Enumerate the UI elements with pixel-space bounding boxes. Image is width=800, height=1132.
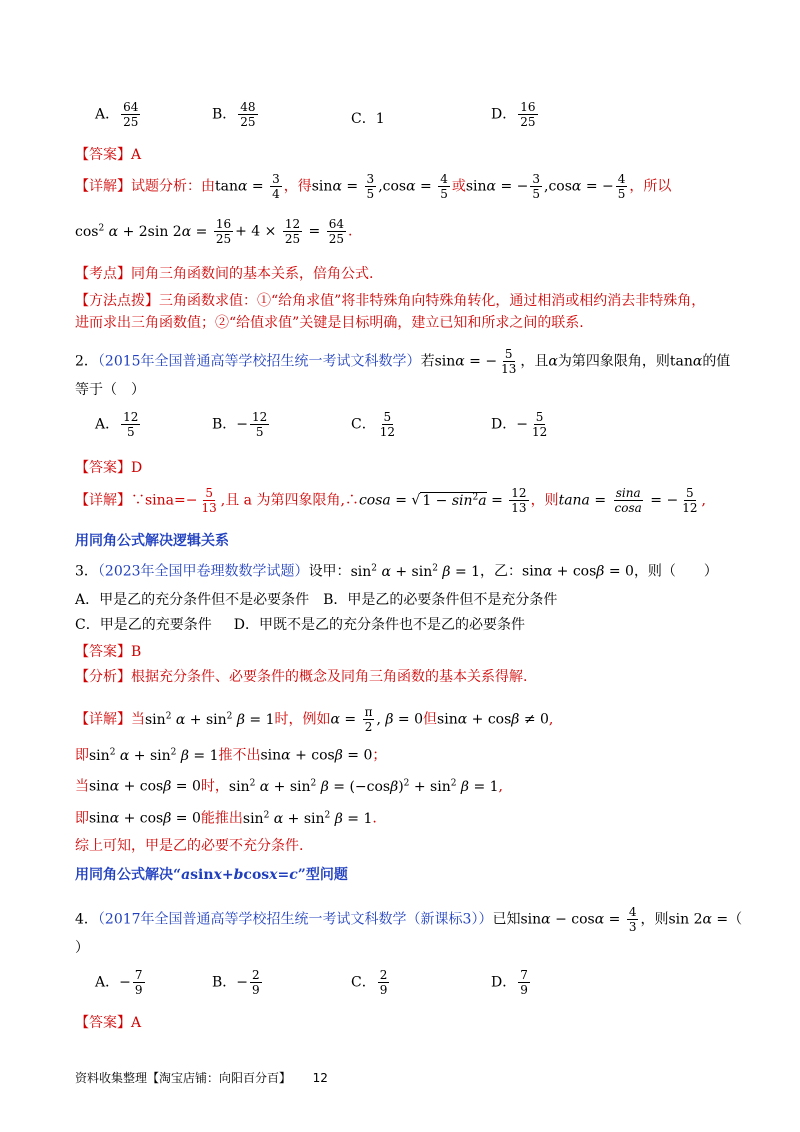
- q1-detail: 【详解】试题分析：由tanα = $\frac{3}{4}$ ，得sinα = $\frac{3}{5}$ ,cosα = $\frac{4}{5}$ 或sinα = − $\frac{3}{5}$ ,cosα = − $\frac{4}{5}$ ，所以: [75, 172, 672, 201]
- footer-text: 资料收集整理【淘宝店铺：向阳百分百】: [75, 1071, 292, 1085]
- q3-detail-2: 即$\sin^2 \alpha + \sin^2 \beta = 1$推不出sinα + cosβ = 0；: [75, 747, 387, 764]
- q4-option-b: B．− $\frac{2}{9}$: [212, 968, 260, 997]
- q1-answer: 【答案】A: [75, 147, 142, 163]
- q2-stem-line2: 等于（ ）: [75, 382, 145, 398]
- q3-options-row1: A．甲是乙的充分条件但不是必要条件 B．甲是乙的必要条件但不是充分条件: [75, 592, 558, 608]
- q4-answer: 【答案】A: [75, 1015, 142, 1031]
- q3-conclusion: 综上可知，甲是乙的必要不充分条件.: [75, 838, 304, 854]
- q2-answer: 【答案】D: [75, 460, 143, 476]
- q4-stem-line2: ）: [75, 940, 89, 956]
- q1-formula: $\cos^2 \alpha + 2\sin$ 2α = $\frac{16}{25}$ + 4 × $\frac{12}{25}$ = $\frac{64}{25}$ .: [75, 217, 353, 247]
- q2-option-d: D．− $\frac{5}{12}$: [491, 410, 548, 439]
- q3-detail-1: 【详解】当$\sin^2 \alpha + \sin^2 \beta = 1$时，例如α = $\frac{\pi}{2}$ , β = 0但sinα + cosβ ≠ 0,: [75, 705, 554, 735]
- page-number: 12: [312, 1071, 328, 1085]
- q2-option-a: A． $\frac{12}{5}$: [95, 410, 139, 439]
- q1-option-b: B． $\frac{48}{25}$: [212, 100, 256, 129]
- q4-option-d: D． $\frac{7}{9}$: [491, 968, 528, 997]
- q2-stem: 2．（2015年全国普通高等学校招生统一考试文科数学）若sinα = − $\frac{5}{13}$ ，且α为第四象限角，则tanα的值: [75, 347, 731, 376]
- q1-option-c: C．1: [351, 111, 385, 127]
- q1-method-1: 【方法点拨】三角函数求值：①“给角求值”将非特殊角向特殊角转化，通过相消或相约消去非特殊角，: [75, 293, 706, 309]
- q2-option-c: C． $\frac{5}{12}$: [351, 410, 395, 439]
- q3-options-row2: C．甲是乙的充要条件 D．甲既不是乙的充分条件也不是乙的必要条件: [75, 617, 525, 633]
- q3-detail-4: 即sinα + cosβ = 0能推出$\sin^2 \alpha + \sin^2 \beta = 1$.: [75, 810, 377, 827]
- section-title-1: 用同角公式解决逻辑关系: [75, 533, 229, 549]
- section-title-2: 用同角公式解决“asinx+bcosx=c”型问题: [75, 867, 348, 883]
- q3-stem: 3．（2023年全国甲卷理数数学试题）设甲：$\sin^2 \alpha + \sin^2 \beta = 1$，乙：sinα + cosβ = 0，则（ ）: [75, 563, 718, 580]
- q3-analysis: 【分析】根据充分条件、必要条件的概念及同角三角函数的基本关系得解.: [75, 669, 528, 685]
- q1-method-2: 进而求出三角函数值；②“给值求值”关键是目标明确，建立已知和所求之间的联系.: [75, 315, 584, 331]
- q4-option-c: C． $\frac{2}{9}$: [351, 968, 388, 997]
- q2-option-b: B．− $\frac{12}{5}$: [212, 410, 268, 439]
- q3-answer: 【答案】B: [75, 644, 142, 660]
- q1-kaodian: 【考点】同角三角函数间的基本关系，倍角公式.: [75, 266, 374, 282]
- q1-option-a: A． $\frac{64}{25}$: [95, 100, 139, 129]
- q4-option-a: A．− $\frac{7}{9}$: [95, 968, 143, 997]
- q1-option-d: D． $\frac{16}{25}$: [491, 100, 536, 129]
- q4-stem: 4．（2017年全国普通高等学校招生统一考试文科数学（新课标3））已知sinα − cosα = $\frac{4}{3}$ ，则sin 2α =（: [75, 905, 743, 934]
- q2-detail: 【详解】∵sina=− $\frac{5}{13}$ ,且 a 为第四象限角,∴cosa = √ $1 - \sin^2a$ = $\frac{12}{13}$ ，则tana = $\frac{\sin a}{\cos a}$ = − $\frac{5}{12}$ ,: [75, 486, 706, 516]
- page-footer: [75, 1069, 328, 1086]
- q3-detail-3: 当sinα + cosβ = 0时，$\sin^2 \alpha + \sin^2 \beta = (-\cos\beta)^2 + \sin^2 \beta = 1$,: [75, 778, 503, 795]
